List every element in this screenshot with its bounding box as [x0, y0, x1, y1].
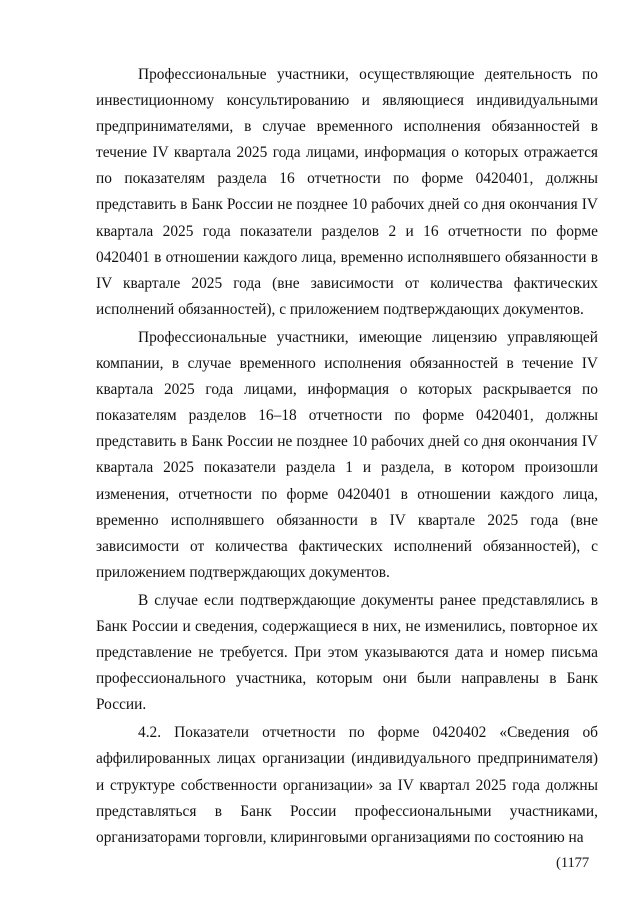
paragraph-investment-advisors: Профессиональные участники, осуществляющие деятельность по инвестиционному консультированию и являющиеся индивидуальными предпринимателями, в случае временного исполнения обязанностей в течение IV квартала 2025 года лицами, информация о которых отражается по показателям раздела 16 отчетности по форме 0420401, должны представить в Банк России не позднее 10 рабочих дней со дня окончания IV квартала 2025 года показатели разделов 2 и 16 отчетности по форме 0420401 в отношении каждого лица, временно исполнявшего обязанности в IV квартале 2025 года (вне зависимости от количества фактических исполнений обязанностей), с приложением подтверждающих документов.	[96, 66, 598, 318]
paragraph-supporting-documents: В случае если подтверждающие документы ранее представлялись в Банк России и сведения, содержащиеся в них, не изменились, повторное их представление не требуется. При этом указываются дата и номер письма профессионального участника, которым они были направлены в Банк России.	[96, 591, 598, 714]
page-stamp-number: (1177	[556, 855, 589, 871]
paragraph-management-companies: Профессиональные участники, имеющие лицензию управляющей компании, в случае временного исполнения обязанностей в течение IV квартала 2025 года лицами, информация о которых раскрывается по показателям разделов 16–18 отчетности по форме 0420401, должны представить в Банк России не позднее 10 рабочих дней со дня окончания IV квартала 2025 показатели раздела 1 и раздела, в котором произошли изменения, отчетности по форме 0420401 в отношении каждого лица, временно исполнявшего обязанности в IV квартале 2025 года (вне зависимости от количества фактических исполнений обязанностей), с приложением подтверждающих документов.	[96, 328, 598, 581]
body-text	[96, 62, 598, 853]
paragraph-section-4-2: 4.2. Показатели отчетности по форме 0420402 «Сведения об аффилированных лицах организации (индивидуального предпринимателя) и структуре собственности организации» за IV квартал 2025 года должны представляться в Банк России профессиональными участниками, организаторами торговли, клиринговыми организациями по состоянию на	[96, 724, 598, 846]
